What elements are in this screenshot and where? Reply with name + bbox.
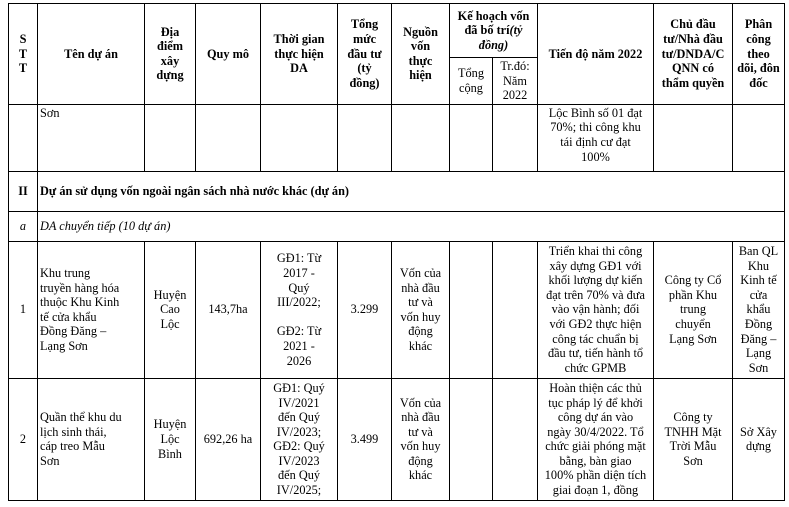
section-row xyxy=(9,171,785,211)
cell-assignment: Ban QL Khu Kinh tế cửa khẩu Đồng Đăng – Lạng Sơn xyxy=(733,241,785,378)
cell-duration: GĐ1: Từ 2017 - Quý III/2022; GĐ2: Từ 2021 - 2026 xyxy=(261,241,338,378)
header-row xyxy=(9,4,785,58)
header-duration: Thời gian thực hiện DA xyxy=(261,4,338,105)
cell-progress: Triển khai thi công xây dựng GĐ1 với khối lượng dự kiến đạt trên 70% và đưa vào vận hành; đối với GĐ2 thực hiện công tác chuẩn bị đầu tư, tiến hành tổ chức GPMB xyxy=(538,241,654,378)
cell-location: Huyện Cao Lộc xyxy=(145,241,196,378)
cell-stt: 2 xyxy=(9,378,38,500)
header-progress-2022: Tiến độ năm 2022 xyxy=(538,4,654,105)
cell-project-name: Sơn xyxy=(38,104,145,171)
cell-of-which-2022 xyxy=(493,104,538,171)
cell-project-name: Quần thể khu du lịch sinh thái, cáp treo Mẫu Sơn xyxy=(38,378,145,500)
header-total: Tổng cộng xyxy=(450,58,493,105)
subsection-number: a xyxy=(9,211,38,241)
document-page xyxy=(8,3,785,501)
cell-stt: 1 xyxy=(9,241,38,378)
header-capital-plan-unit: (tỷ đồng) xyxy=(478,23,523,52)
cell-progress: Lộc Bình số 01 đạt 70%; thi công khu tái định cư đạt 100% xyxy=(538,104,654,171)
cell-total-investment: 3.499 xyxy=(338,378,392,500)
project-table xyxy=(8,3,785,501)
header-capital-plan xyxy=(450,4,538,58)
cell-scale xyxy=(196,104,261,171)
subsection-row xyxy=(9,211,785,241)
cell-assignment: Sở Xây dựng xyxy=(733,378,785,500)
header-funding-source: Nguồn vốn thực hiện xyxy=(392,4,450,105)
header-investor: Chủ đầu tư/Nhà đầu tư/DNDA/C QNN có thẩm quyền xyxy=(654,4,733,105)
cell-stt xyxy=(9,104,38,171)
cell-funding-source: Vốn của nhà đầu tư và vốn huy động khác xyxy=(392,378,450,500)
section-title: Dự án sử dụng vốn ngoài ngân sách nhà nước khác (dự án) xyxy=(38,171,785,211)
header-capital-plan-title: Kế hoạch vốn đã bố trí xyxy=(457,8,530,38)
project-row-1 xyxy=(9,241,785,378)
header-assignment: Phân công theo dõi, đôn đốc xyxy=(733,4,785,105)
project-row-2 xyxy=(9,378,785,500)
header-project-name: Tên dự án xyxy=(38,4,145,105)
cell-location xyxy=(145,104,196,171)
header-location: Địa điểm xây dựng xyxy=(145,4,196,105)
cell-duration xyxy=(261,104,338,171)
cell-scale: 692,26 ha xyxy=(196,378,261,500)
continued-row xyxy=(9,104,785,171)
cell-of-which-2022 xyxy=(493,378,538,500)
cell-investor: Công ty TNHH Mặt Trời Mẫu Sơn xyxy=(654,378,733,500)
cell-funding-source xyxy=(392,104,450,171)
cell-total xyxy=(450,241,493,378)
cell-project-name: Khu trung truyền hàng hóa thuộc Khu Kinh tế cửa khẩu Đồng Đăng – Lạng Sơn xyxy=(38,241,145,378)
cell-investor: Công ty Cổ phần Khu trung chuyển Lạng Sơn xyxy=(654,241,733,378)
cell-funding-source: Vốn của nhà đầu tư và vốn huy động khác xyxy=(392,241,450,378)
header-stt: S T T xyxy=(9,4,38,105)
cell-total xyxy=(450,104,493,171)
cell-duration: GĐ1: Quý IV/2021 đến Quý IV/2023; GĐ2: Quý IV/2023 đến Quý IV/2025; xyxy=(261,378,338,500)
header-total-investment: Tổng mức đầu tư (tỷ đồng) xyxy=(338,4,392,105)
cell-progress: Hoàn thiện các thủ tục pháp lý để khởi công dự án vào ngày 30/4/2022. Tổ chức giải phóng mặt bằng, bàn giao 100% phần diện tích giai đoạn 1, đồng xyxy=(538,378,654,500)
cell-of-which-2022 xyxy=(493,241,538,378)
subsection-title: DA chuyển tiếp (10 dự án) xyxy=(38,211,785,241)
cell-scale: 143,7ha xyxy=(196,241,261,378)
cell-location: Huyện Lộc Bình xyxy=(145,378,196,500)
header-of-which-2022: Tr.đó: Năm 2022 xyxy=(493,58,538,105)
cell-total-investment xyxy=(338,104,392,171)
cell-total-investment: 3.299 xyxy=(338,241,392,378)
cell-assignment xyxy=(733,104,785,171)
section-number: II xyxy=(9,171,38,211)
header-scale: Quy mô xyxy=(196,4,261,105)
cell-total xyxy=(450,378,493,500)
cell-investor xyxy=(654,104,733,171)
